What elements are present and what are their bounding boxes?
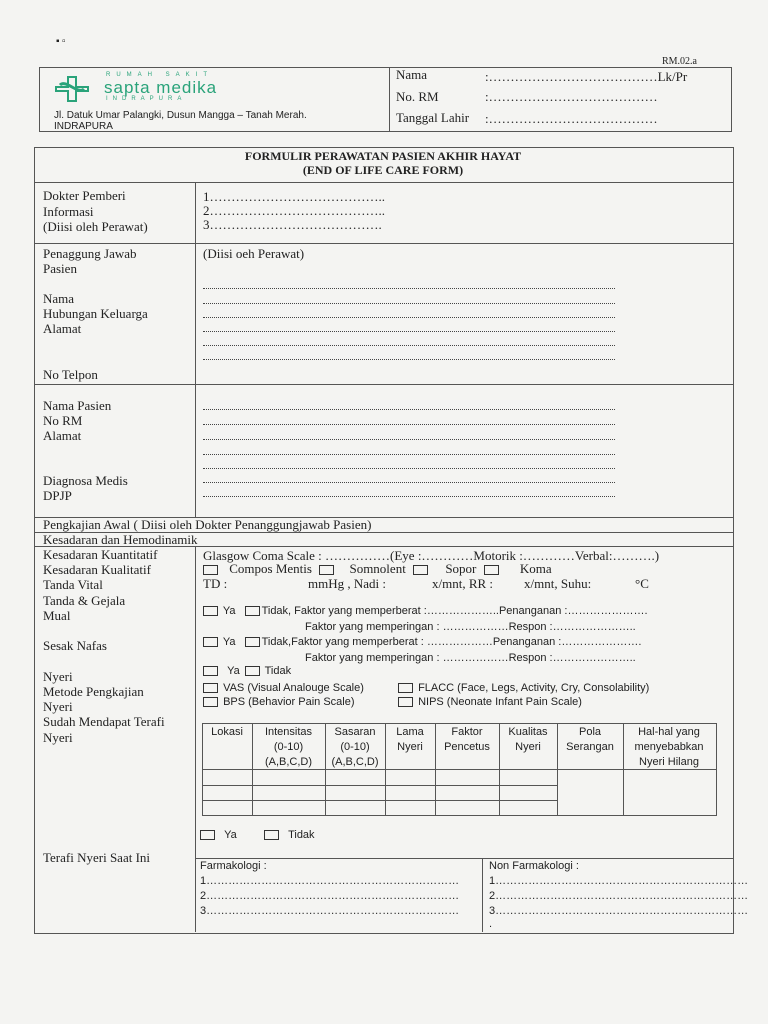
farmakologi-line-2[interactable]: 2…………………………………………………………… <box>200 890 460 902</box>
pasien-fill-1[interactable] <box>203 409 615 410</box>
penanggung-fill-3[interactable] <box>203 317 615 318</box>
label-terapi-1: Sudah Mendapat Terafi <box>43 714 165 729</box>
hospital-address-1: Jl. Datuk Umar Palangki, Dusun Mangga – Tanah Merah. <box>54 110 307 121</box>
flacc-label: FLACC (Face, Legs, Activity, Cry, Consolability) <box>418 682 650 694</box>
penanggung-label-2: Pasien <box>43 261 77 276</box>
sopor-label: Sopor <box>445 561 477 576</box>
nyeri-tidak-label: Tidak <box>264 665 292 677</box>
bps-label: BPS (Behavior Pain Scale) <box>223 696 355 708</box>
penanggung-fill-5[interactable] <box>203 345 615 346</box>
label-metode-1: Metode Pengkajian <box>43 684 144 699</box>
nips-checkbox[interactable] <box>398 697 413 707</box>
flacc-row <box>398 682 649 694</box>
terapi-tidak-checkbox[interactable] <box>264 830 279 840</box>
terapi-tidak-label: Tidak <box>288 829 315 841</box>
pain-col-kualitas: Kualitas Nyeri <box>508 726 548 753</box>
pasien-fill-3[interactable] <box>203 439 615 440</box>
pasien-fill-2[interactable] <box>203 424 615 425</box>
penanggung-fill-6[interactable] <box>203 359 615 360</box>
pain-col-sasaran: Sasaran (0-10) (A,B,C,D) <box>331 726 379 768</box>
celsius-label: °C <box>635 576 649 591</box>
pasien-norm: No RM <box>43 413 83 428</box>
mual-tidak-text[interactable]: Tidak, Faktor yang memperberat :………………..Penanganan :…………………. <box>261 605 648 617</box>
sopor-checkbox[interactable] <box>484 565 499 575</box>
kualitatif-row <box>203 561 552 577</box>
nips-label: NIPS (Neonate Infant Pain Scale) <box>418 696 582 708</box>
mual-tidak-checkbox[interactable] <box>245 606 260 616</box>
label-gejala: Tanda & Gejala <box>43 593 126 608</box>
header-tgl-value[interactable]: :………………………………… <box>485 111 658 126</box>
hospital-small-caps: RUMAH SAKIT <box>106 72 214 78</box>
compos-box-2[interactable] <box>319 565 334 575</box>
nyeri-ya-checkbox[interactable] <box>203 666 218 676</box>
mual-row <box>203 605 648 617</box>
form-subtitle: (END OF LIFE CARE FORM) <box>302 163 464 177</box>
somnolent-label: Somnolent <box>349 561 406 576</box>
mual-ya-checkbox[interactable] <box>203 606 218 616</box>
label-nyeri: Nyeri <box>43 669 73 684</box>
compos-label: Compos Mentis <box>229 561 312 576</box>
trailing-dot: . <box>489 918 493 930</box>
label-mual: Mual <box>43 608 71 623</box>
nyeri-row <box>203 665 291 677</box>
label-kualitatif: Kesadaran Kualitatif <box>43 562 151 577</box>
pasien-dpjp: DPJP <box>43 488 72 503</box>
pengkajian-subtitle: Kesadaran dan Hemodinamik <box>43 532 198 547</box>
pengkajian-title: Pengkajian Awal ( Diisi oleh Dokter Penanggungjawab Pasien) <box>43 517 372 532</box>
bps-row <box>203 696 355 708</box>
label-terapi-2: Nyeri <box>43 730 73 745</box>
hospital-city: INDRAPURA <box>106 96 187 102</box>
vas-checkbox[interactable] <box>203 683 218 693</box>
non-farmakologi-line-2[interactable]: 2…………………………………………………………… <box>489 890 749 902</box>
hospital-logo-icon <box>52 73 92 103</box>
pain-col-lokasi: Lokasi <box>211 726 243 738</box>
terapi-tidak-row <box>264 829 315 841</box>
pasien-diagnosa: Diagnosa Medis <box>43 473 128 488</box>
farmakologi-label: Farmakologi : <box>200 860 267 872</box>
form-title: FORMULIR PERAWATAN PASIEN AKHIR HAYAT <box>244 149 522 163</box>
form-code: RM.02.a <box>662 56 697 67</box>
compos-checkbox[interactable] <box>203 565 218 575</box>
hospital-name: sapta medika <box>104 78 218 97</box>
dokter-line-1[interactable]: 1………………………………….. <box>203 189 385 204</box>
dokter-label-3: (Diisi oleh Perawat) <box>43 219 148 234</box>
pasien-fill-6[interactable] <box>203 482 615 483</box>
penanggung-fill-4[interactable] <box>203 331 615 332</box>
header-tgl-label: Tanggal Lahir <box>396 110 470 125</box>
header-nama-value[interactable]: :…………………………………Lk/Pr <box>485 69 688 84</box>
vas-row <box>203 682 364 694</box>
farmakologi-line-1[interactable]: 1…………………………………………………………… <box>200 875 460 887</box>
penanggung-note: (Diisi oeh Perawat) <box>203 246 305 261</box>
nyeri-tidak-checkbox[interactable] <box>245 666 260 676</box>
penanggung-nama: Nama <box>43 291 75 306</box>
pasien-fill-5[interactable] <box>203 468 615 469</box>
pasien-fill-4[interactable] <box>203 454 615 455</box>
header-nama-label: Nama <box>396 67 428 82</box>
pain-col-intensitas: Intensitas (0-10) (A,B,C,D) <box>264 726 313 768</box>
rr-label: x/mnt, RR : <box>432 576 494 591</box>
farmakologi-line-3[interactable]: 3…………………………………………………………… <box>200 905 460 917</box>
sesak-tidak-checkbox[interactable] <box>245 637 260 647</box>
sesak-ringan-text[interactable]: Faktor yang memperingan : ………………Respon :………………….. <box>305 652 636 664</box>
header-norm-value[interactable]: :………………………………… <box>485 89 658 104</box>
non-farmakologi-label: Non Farmakologi : <box>489 860 579 872</box>
label-sesak: Sesak Nafas <box>43 638 107 653</box>
terapi-ya-row <box>200 829 237 841</box>
pasien-fill-7[interactable] <box>203 496 615 497</box>
flacc-checkbox[interactable] <box>398 683 413 693</box>
gcs-line[interactable]: Glasgow Coma Scale : ……………(Eye :…………Motorik :…………Verbal:……….) <box>203 548 660 563</box>
dokter-label-1: Dokter Pemberi <box>43 188 126 203</box>
label-kuantitatif: Kesadaran Kuantitatif <box>43 547 158 562</box>
non-farmakologi-line-3[interactable]: 3…………………………………………………………… <box>489 905 749 917</box>
koma-label: Koma <box>519 561 552 576</box>
suhu-label: x/mnt, Suhu: <box>524 576 592 591</box>
label-metode-2: Nyeri <box>43 699 73 714</box>
nips-row <box>398 696 582 708</box>
non-farmakologi-line-1[interactable]: 1…………………………………………………………… <box>489 875 749 887</box>
pain-col-hilang: Hal-hal yang menyebabkan Nyeri Hilang <box>634 726 704 768</box>
label-terapi-saat: Terafi Nyeri Saat Ini <box>43 850 151 865</box>
sesak-ya-label: Ya <box>222 636 236 648</box>
vas-label: VAS (Visual Analouge Scale) <box>223 682 364 694</box>
mual-ringan-text[interactable]: Faktor yang memperingan : ………………Respon :………………….. <box>305 621 636 633</box>
penanggung-fill-2[interactable] <box>203 303 615 304</box>
pain-col-lama: Lama Nyeri <box>396 726 424 753</box>
header-norm-label: No. RM <box>396 89 439 104</box>
mmhg-label: mmHg , Nadi : <box>308 576 386 591</box>
pasien-alamat: Alamat <box>43 428 82 443</box>
pasien-nama: Nama Pasien <box>43 398 112 413</box>
penanggung-alamat: Alamat <box>43 321 82 336</box>
nyeri-ya-label: Ya <box>227 665 240 677</box>
td-label: TD : <box>203 576 228 591</box>
pain-col-pola: Pola Serangan <box>566 726 614 753</box>
label-vital: Tanda Vital <box>43 577 103 592</box>
bps-checkbox[interactable] <box>203 697 218 707</box>
penanggung-fill-1[interactable] <box>203 288 615 289</box>
penanggung-telpon: No Telpon <box>43 367 98 382</box>
mual-ya-label: Ya <box>222 605 236 617</box>
sesak-ya-checkbox[interactable] <box>203 637 218 647</box>
terapi-ya-label: Ya <box>224 829 237 841</box>
penanggung-hubungan: Hubungan Keluarga <box>43 306 148 321</box>
hospital-address-2: INDRAPURA <box>54 121 113 132</box>
dokter-label-2: Informasi <box>43 204 94 219</box>
sesak-tidak-text[interactable]: Tidak,Faktor yang memperberat : ………………Penanganan :…………………. <box>261 636 642 648</box>
scan-marks: ▪ ▫ <box>56 36 66 47</box>
pain-col-faktor: Faktor Pencetus <box>444 726 490 753</box>
terapi-ya-checkbox[interactable] <box>200 830 215 840</box>
penanggung-label-1: Penaggung Jawab <box>43 246 137 261</box>
sesak-row <box>203 636 641 648</box>
dokter-line-3[interactable]: 3…………………………………. <box>203 217 382 232</box>
dokter-line-2[interactable]: 2………………………………….. <box>203 203 385 218</box>
somnolent-checkbox[interactable] <box>413 565 428 575</box>
